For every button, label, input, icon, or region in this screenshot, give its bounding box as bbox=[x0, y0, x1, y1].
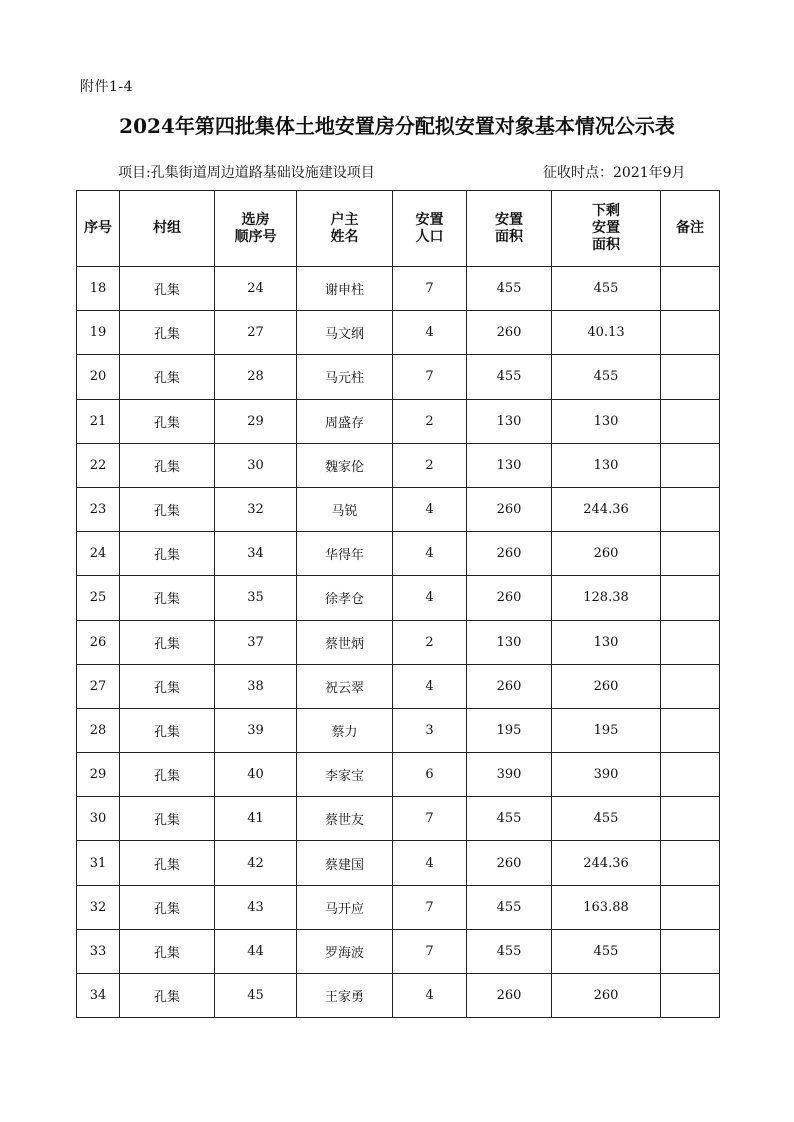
table-row bbox=[77, 399, 720, 443]
cell-village-group: 孔集 bbox=[120, 267, 215, 311]
table-row bbox=[77, 487, 720, 531]
cell-village-group: 孔集 bbox=[120, 355, 215, 399]
cell-resettlement-area: 455 bbox=[467, 267, 552, 311]
cell-village-group: 孔集 bbox=[120, 708, 215, 752]
cell-resettlement-area: 260 bbox=[467, 664, 552, 708]
header-resettlement-area bbox=[467, 191, 552, 267]
header-line: 村组 bbox=[153, 220, 181, 236]
header-line: 安置 bbox=[415, 211, 444, 228]
table-row bbox=[77, 576, 720, 620]
table-row bbox=[77, 708, 720, 752]
cell-serial-no: 25 bbox=[77, 576, 120, 620]
resettlement-table bbox=[76, 190, 720, 1018]
cell-serial-no: 19 bbox=[77, 311, 120, 355]
cell-remaining-area: 455 bbox=[552, 797, 661, 841]
cell-village-group: 孔集 bbox=[120, 620, 215, 664]
cell-remaining-area: 244.36 bbox=[552, 487, 661, 531]
cell-resettled-population: 6 bbox=[393, 753, 467, 797]
table-row bbox=[77, 311, 720, 355]
header-line: 序号 bbox=[84, 220, 112, 236]
cell-serial-no: 20 bbox=[77, 355, 120, 399]
cell-selection-order: 24 bbox=[215, 267, 297, 311]
cell-remaining-area: 260 bbox=[552, 532, 661, 576]
cell-remarks bbox=[661, 885, 720, 929]
cell-remarks bbox=[661, 311, 720, 355]
cell-resettlement-area: 260 bbox=[467, 576, 552, 620]
cell-resettlement-area: 390 bbox=[467, 753, 552, 797]
cell-resettlement-area: 260 bbox=[467, 311, 552, 355]
cell-village-group: 孔集 bbox=[120, 311, 215, 355]
cell-householder-name: 马元柱 bbox=[297, 355, 393, 399]
cell-remaining-area: 260 bbox=[552, 664, 661, 708]
table-row bbox=[77, 355, 720, 399]
cell-village-group: 孔集 bbox=[120, 664, 215, 708]
cell-serial-no: 30 bbox=[77, 797, 120, 841]
cell-remaining-area: 130 bbox=[552, 620, 661, 664]
table-row bbox=[77, 974, 720, 1018]
cell-serial-no: 32 bbox=[77, 885, 120, 929]
header-line: 下剩 bbox=[592, 203, 620, 219]
header-line: 安置 bbox=[495, 211, 523, 228]
cell-resettlement-area: 130 bbox=[467, 620, 552, 664]
cell-householder-name: 蔡建国 bbox=[297, 841, 393, 885]
cell-remaining-area: 260 bbox=[552, 974, 661, 1018]
cell-resettlement-area: 455 bbox=[467, 355, 552, 399]
cell-remarks bbox=[661, 487, 720, 531]
cell-remaining-area: 40.13 bbox=[552, 311, 661, 355]
cell-village-group: 孔集 bbox=[120, 841, 215, 885]
cell-householder-name: 蔡力 bbox=[297, 708, 393, 752]
cell-remarks bbox=[661, 355, 720, 399]
cell-resettled-population: 7 bbox=[393, 885, 467, 929]
cell-remaining-area: 390 bbox=[552, 753, 661, 797]
cell-resettled-population: 7 bbox=[393, 797, 467, 841]
table-row bbox=[77, 841, 720, 885]
cell-selection-order: 29 bbox=[215, 399, 297, 443]
table-body bbox=[77, 267, 720, 1018]
cell-remarks bbox=[661, 620, 720, 664]
cell-remarks bbox=[661, 664, 720, 708]
cell-serial-no: 28 bbox=[77, 708, 120, 752]
header-line: 顺序号 bbox=[234, 228, 277, 245]
cell-selection-order: 30 bbox=[215, 443, 297, 487]
cell-householder-name: 徐孝仓 bbox=[297, 576, 393, 620]
cell-village-group: 孔集 bbox=[120, 532, 215, 576]
table-row bbox=[77, 267, 720, 311]
cell-selection-order: 40 bbox=[215, 753, 297, 797]
cell-serial-no: 33 bbox=[77, 929, 120, 973]
cell-remaining-area: 455 bbox=[552, 929, 661, 973]
cell-village-group: 孔集 bbox=[120, 443, 215, 487]
cell-remarks bbox=[661, 797, 720, 841]
cell-householder-name: 蔡世炳 bbox=[297, 620, 393, 664]
cell-serial-no: 31 bbox=[77, 841, 120, 885]
table-row bbox=[77, 532, 720, 576]
header-serial-no bbox=[77, 191, 120, 267]
cell-remarks bbox=[661, 974, 720, 1018]
cell-village-group: 孔集 bbox=[120, 753, 215, 797]
cell-resettled-population: 7 bbox=[393, 929, 467, 973]
cell-serial-no: 18 bbox=[77, 267, 120, 311]
table-row bbox=[77, 929, 720, 973]
header-remaining-area bbox=[552, 191, 661, 267]
cell-resettled-population: 4 bbox=[393, 841, 467, 885]
cell-village-group: 孔集 bbox=[120, 487, 215, 531]
cell-resettled-population: 7 bbox=[393, 267, 467, 311]
cell-resettled-population: 2 bbox=[393, 443, 467, 487]
cell-householder-name: 蔡世友 bbox=[297, 797, 393, 841]
cell-resettlement-area: 260 bbox=[467, 841, 552, 885]
cell-village-group: 孔集 bbox=[120, 974, 215, 1018]
cell-selection-order: 44 bbox=[215, 929, 297, 973]
table-row bbox=[77, 664, 720, 708]
cell-resettled-population: 3 bbox=[393, 708, 467, 752]
header-line: 人口 bbox=[415, 228, 444, 245]
cell-selection-order: 41 bbox=[215, 797, 297, 841]
cell-remarks bbox=[661, 267, 720, 311]
table-row bbox=[77, 885, 720, 929]
cell-resettlement-area: 455 bbox=[467, 797, 552, 841]
cell-remarks bbox=[661, 929, 720, 973]
cell-householder-name: 李家宝 bbox=[297, 753, 393, 797]
table-row bbox=[77, 620, 720, 664]
cell-serial-no: 34 bbox=[77, 974, 120, 1018]
cell-selection-order: 37 bbox=[215, 620, 297, 664]
header-selection-order bbox=[215, 191, 297, 267]
cell-remaining-area: 128.38 bbox=[552, 576, 661, 620]
cell-resettlement-area: 195 bbox=[467, 708, 552, 752]
header-line: 面积 bbox=[592, 237, 620, 253]
cell-resettled-population: 4 bbox=[393, 311, 467, 355]
cell-resettled-population: 4 bbox=[393, 974, 467, 1018]
cell-householder-name: 马锐 bbox=[297, 487, 393, 531]
cell-resettled-population: 4 bbox=[393, 664, 467, 708]
cell-householder-name: 马文纲 bbox=[297, 311, 393, 355]
cell-serial-no: 27 bbox=[77, 664, 120, 708]
attachment-label: 附件1-4 bbox=[80, 79, 134, 95]
cell-resettlement-area: 130 bbox=[467, 443, 552, 487]
cell-selection-order: 35 bbox=[215, 576, 297, 620]
header-line: 安置 bbox=[592, 220, 620, 236]
cell-selection-order: 34 bbox=[215, 532, 297, 576]
cell-remarks bbox=[661, 443, 720, 487]
cell-remaining-area: 130 bbox=[552, 399, 661, 443]
cell-householder-name: 祝云翠 bbox=[297, 664, 393, 708]
cell-serial-no: 26 bbox=[77, 620, 120, 664]
cell-village-group: 孔集 bbox=[120, 885, 215, 929]
cell-selection-order: 43 bbox=[215, 885, 297, 929]
cell-resettlement-area: 260 bbox=[467, 487, 552, 531]
cell-householder-name: 马开应 bbox=[297, 885, 393, 929]
cell-remaining-area: 130 bbox=[552, 443, 661, 487]
header-line: 户主 bbox=[330, 211, 359, 228]
cell-selection-order: 39 bbox=[215, 708, 297, 752]
cell-village-group: 孔集 bbox=[120, 399, 215, 443]
cell-householder-name: 周盛存 bbox=[297, 399, 393, 443]
cell-resettled-population: 4 bbox=[393, 576, 467, 620]
cell-selection-order: 45 bbox=[215, 974, 297, 1018]
cell-remarks bbox=[661, 532, 720, 576]
cell-resettlement-area: 455 bbox=[467, 885, 552, 929]
cell-remaining-area: 455 bbox=[552, 355, 661, 399]
cell-remarks bbox=[661, 708, 720, 752]
cell-selection-order: 42 bbox=[215, 841, 297, 885]
cell-resettled-population: 4 bbox=[393, 487, 467, 531]
cell-selection-order: 38 bbox=[215, 664, 297, 708]
cell-householder-name: 罗海波 bbox=[297, 929, 393, 973]
cell-resettlement-area: 455 bbox=[467, 929, 552, 973]
cell-serial-no: 29 bbox=[77, 753, 120, 797]
cell-selection-order: 28 bbox=[215, 355, 297, 399]
cell-householder-name: 谢申柱 bbox=[297, 267, 393, 311]
cell-remaining-area: 163.88 bbox=[552, 885, 661, 929]
table-row bbox=[77, 443, 720, 487]
cell-village-group: 孔集 bbox=[120, 797, 215, 841]
cell-resettlement-area: 260 bbox=[467, 532, 552, 576]
cell-selection-order: 32 bbox=[215, 487, 297, 531]
project-name: 项目:孔集街道周边道路基础设施建设项目 bbox=[118, 165, 375, 181]
cell-remarks bbox=[661, 399, 720, 443]
cell-serial-no: 24 bbox=[77, 532, 120, 576]
cell-remaining-area: 455 bbox=[552, 267, 661, 311]
header-line: 面积 bbox=[495, 228, 523, 245]
header-line: 备注 bbox=[676, 220, 704, 236]
header-village-group bbox=[120, 191, 215, 267]
cell-resettled-population: 4 bbox=[393, 532, 467, 576]
cell-remarks bbox=[661, 753, 720, 797]
cell-resettled-population: 7 bbox=[393, 355, 467, 399]
cell-remarks bbox=[661, 841, 720, 885]
cell-village-group: 孔集 bbox=[120, 929, 215, 973]
acquisition-period: 征收时点：2021年9月 bbox=[543, 165, 686, 181]
header-remarks bbox=[661, 191, 720, 267]
cell-resettlement-area: 260 bbox=[467, 974, 552, 1018]
header-resettled-population bbox=[393, 191, 467, 267]
cell-serial-no: 22 bbox=[77, 443, 120, 487]
cell-householder-name: 王家勇 bbox=[297, 974, 393, 1018]
cell-householder-name: 魏家伦 bbox=[297, 443, 393, 487]
cell-resettlement-area: 130 bbox=[467, 399, 552, 443]
cell-remaining-area: 195 bbox=[552, 708, 661, 752]
table-row bbox=[77, 797, 720, 841]
cell-serial-no: 23 bbox=[77, 487, 120, 531]
document-title: 2024年第四批集体土地安置房分配拟安置对象基本情况公示表 bbox=[119, 114, 675, 138]
cell-village-group: 孔集 bbox=[120, 576, 215, 620]
cell-resettled-population: 2 bbox=[393, 620, 467, 664]
header-line: 姓名 bbox=[330, 228, 359, 245]
cell-householder-name: 华得年 bbox=[297, 532, 393, 576]
table-row bbox=[77, 753, 720, 797]
cell-serial-no: 21 bbox=[77, 399, 120, 443]
cell-resettled-population: 2 bbox=[393, 399, 467, 443]
cell-remarks bbox=[661, 576, 720, 620]
cell-selection-order: 27 bbox=[215, 311, 297, 355]
header-line: 选房 bbox=[241, 211, 270, 228]
table-header-row bbox=[77, 191, 720, 267]
cell-remaining-area: 244.36 bbox=[552, 841, 661, 885]
header-householder-name bbox=[297, 191, 393, 267]
